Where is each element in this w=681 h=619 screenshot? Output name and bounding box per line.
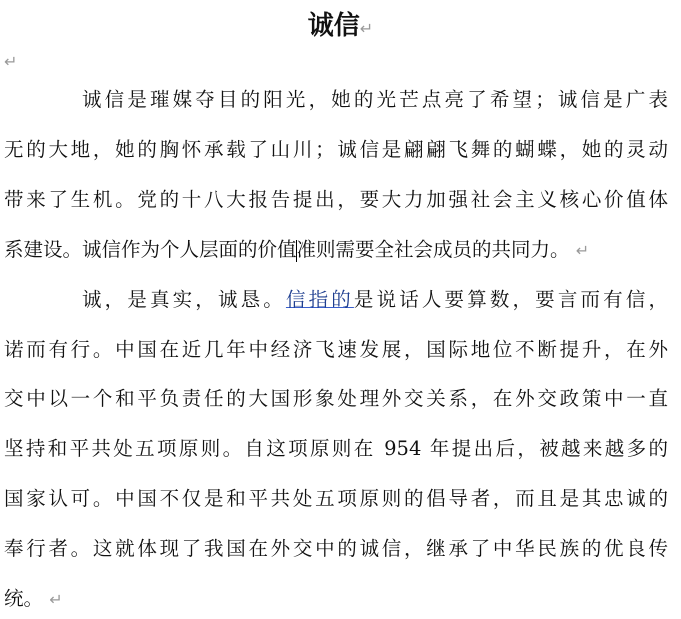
document-title [0, 6, 681, 49]
paragraph-mark-icon: ↵ [359, 19, 374, 38]
text-segment: 是说话人要算数，要言而有信， [353, 288, 668, 311]
title-text: 诚信 [307, 11, 360, 41]
text-before-cursor: 系建设。诚信作为个人层面的价值 [4, 238, 297, 261]
text-line: 国家认可。中国不仅是和平共处五项原则的倡导者，而且是其忠诚的 [4, 487, 668, 510]
text-line: 诚信是璀媒夺目的阳光，她的光芒点亮了希望；诚信是广表 [82, 88, 668, 111]
text-line [4, 584, 668, 614]
underlined-text[interactable]: 信指的 [285, 288, 354, 311]
text-line: 带来了生机。党的十八大报告提出，要大力加强社会主义核心价值体 [4, 188, 668, 211]
text-line: 诺而有行。中国在近几年中经济飞速发展，国际地位不断提升，在外 [4, 338, 668, 361]
text-line: 交中以一个和平负责任的大国形象处理外交关系，在外交政策中一直 [4, 387, 668, 410]
text-after-cursor: 准则需要全社会成员的共同力。 [296, 238, 570, 261]
text-segment: 统。 [4, 587, 44, 610]
text-line [4, 235, 668, 265]
text-line: 奉行者。这就体现了我国在外交中的诚信，继承了中华民族的优良传 [4, 537, 668, 560]
text-line: 无的大地，她的胸怀承载了山川；诚信是翩翩飞舞的蝴蝶，她的灵动 [4, 138, 668, 161]
empty-paragraph [4, 52, 17, 72]
text-segment: 诚，是真实，诚恳。 [82, 288, 286, 311]
text-line [82, 285, 668, 315]
paragraph-mark-icon: ↵ [49, 590, 63, 609]
text-line: 坚持和平共处五项原则。自这项原则在 954 年提出后，被越来越多的 [4, 437, 668, 460]
paragraph-mark-icon: ↵ [575, 241, 590, 260]
paragraph-mark-icon: ↵ [4, 52, 18, 71]
